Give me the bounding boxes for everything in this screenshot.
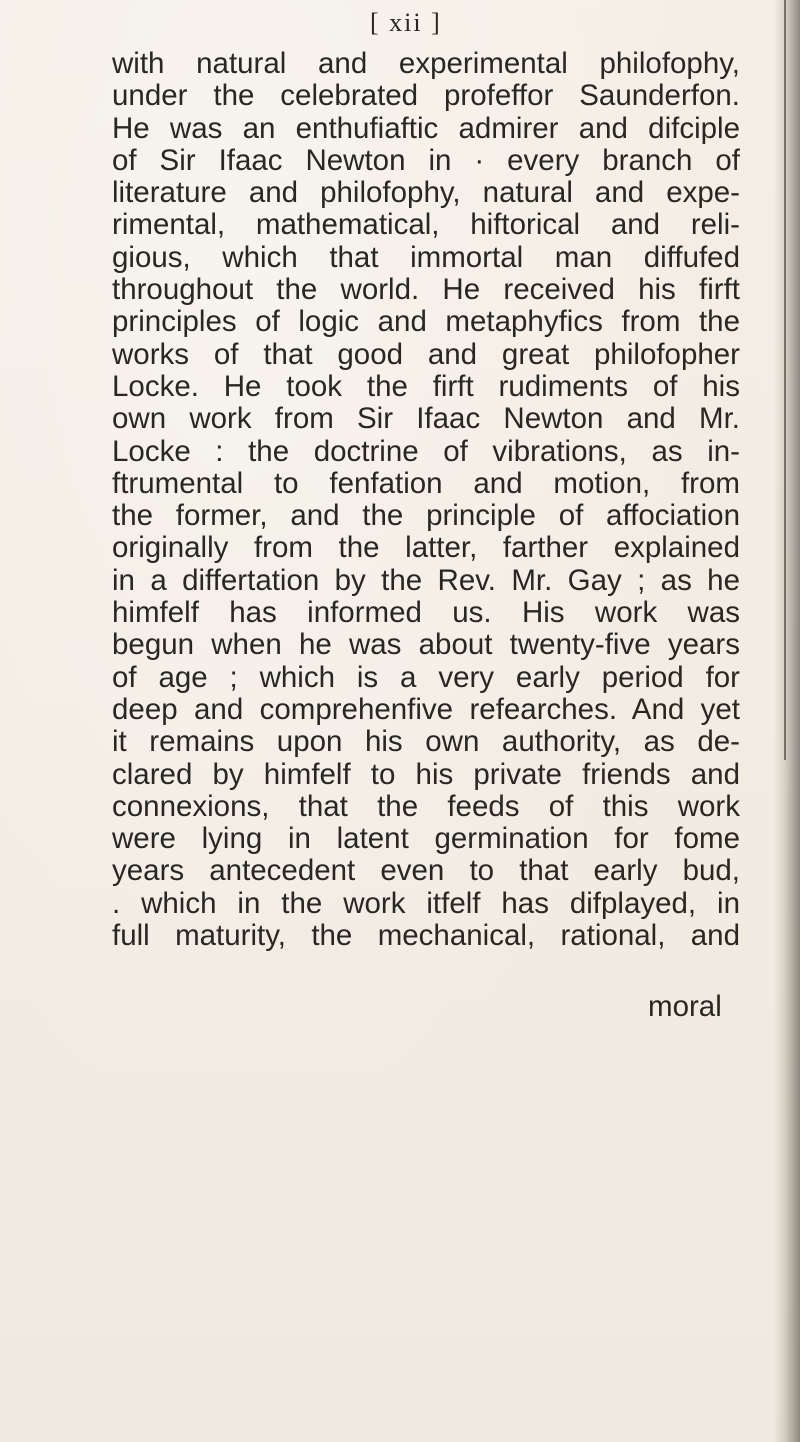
text-line: full maturity, the mechanical, rational, and bbox=[112, 919, 740, 953]
text-line: Locke. He took the firft rudiments of his bbox=[112, 369, 740, 403]
text-line: connexions, that the feeds of this work bbox=[112, 789, 740, 823]
text-line: in a differtation by the Rev. Mr. Gay ; as he bbox=[112, 563, 740, 597]
page-edge-line bbox=[784, 0, 786, 760]
text-line: rimental, mathematical, hiftorical and reli- bbox=[112, 208, 740, 242]
text-line: Locke : the doctrine of vibrations, as in- bbox=[112, 434, 740, 468]
text-line: clared by himfelf to his private friends and bbox=[112, 757, 740, 791]
text-line: ftrumental to fenfation and motion, from bbox=[112, 466, 740, 500]
text-line: . which in the work itfelf has difplayed, in bbox=[112, 886, 740, 920]
page-number-header: [ xii ] bbox=[370, 8, 442, 37]
text-line: years antecedent even to that early bud, bbox=[112, 854, 740, 888]
page-edge-shadow bbox=[774, 0, 800, 1442]
text-line: originally from the latter, farther explained bbox=[112, 531, 740, 565]
text-line: under the celebrated profeffor Saunderfon. bbox=[112, 79, 740, 113]
text-line: deep and comprehenfive refearches. And yet bbox=[112, 692, 740, 726]
text-line: principles of logic and metaphyfics from the bbox=[112, 305, 740, 339]
text-line: of Sir Ifaac Newton in · every branch of bbox=[112, 143, 740, 177]
text-line: gious, which that immortal man diffufed bbox=[112, 240, 740, 274]
catchword: moral bbox=[648, 990, 722, 1023]
text-line: He was an enthufiaftic admirer and difciple bbox=[112, 111, 740, 145]
text-line: works of that good and great philofopher bbox=[112, 337, 740, 371]
text-line: the former, and the principle of affociation bbox=[112, 499, 740, 533]
text-line: himfelf has informed us. His work was bbox=[112, 596, 740, 630]
text-line: with natural and experimental philofophy, bbox=[112, 47, 740, 80]
body-text bbox=[112, 48, 740, 952]
text-line: of age ; which is a very early period for bbox=[112, 660, 740, 694]
text-line: it remains upon his own authority, as de- bbox=[112, 725, 740, 759]
text-line: begun when he was about twenty-five years bbox=[112, 628, 740, 662]
text-line: were lying in latent germination for fome bbox=[112, 822, 740, 856]
text-line: own work from Sir Ifaac Newton and Mr. bbox=[112, 402, 740, 436]
text-line: throughout the world. He received his firft bbox=[112, 273, 740, 307]
text-line: literature and philofophy, natural and expe- bbox=[112, 176, 740, 210]
